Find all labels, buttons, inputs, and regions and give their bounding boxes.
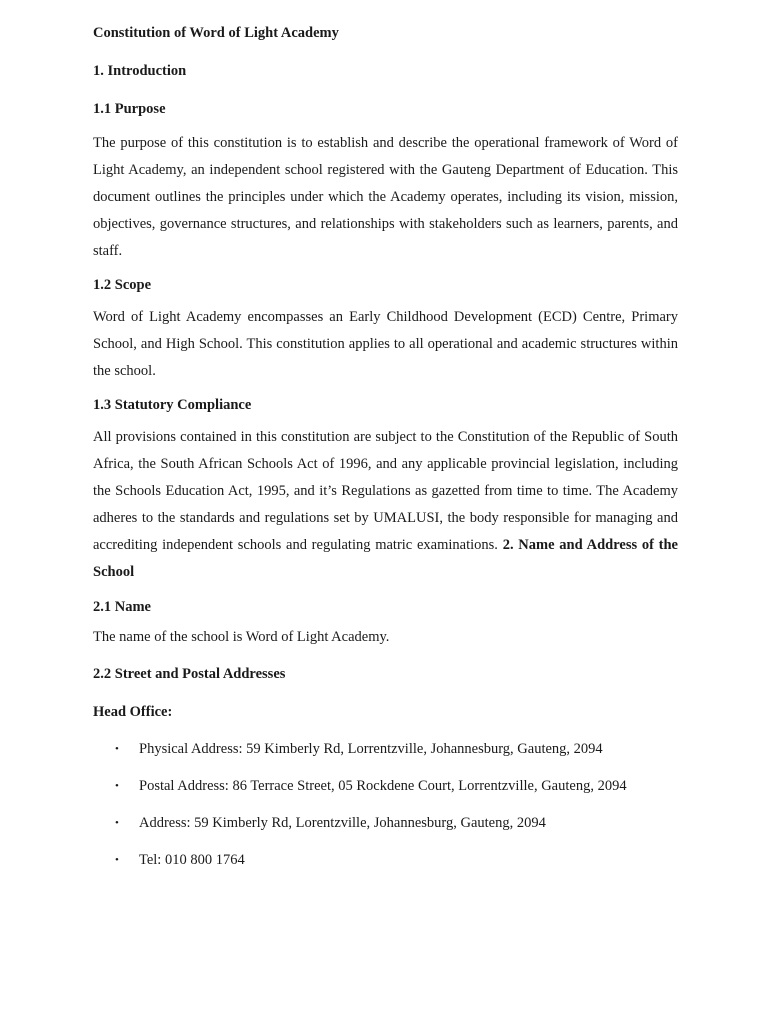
section-2-1-paragraph: The name of the school is Word of Light Academy. bbox=[93, 629, 390, 645]
address: Address: 59 Kimberly Rd, Lorentzville, Johannesburg, Gauteng, 2094 bbox=[139, 815, 546, 831]
section-1-3-heading: 1.3 Statutory Compliance bbox=[93, 397, 252, 413]
section-2-1-heading: 2.1 Name bbox=[93, 599, 151, 615]
list-item bbox=[93, 739, 678, 759]
section-1-2-paragraph: Word of Light Academy encompasses an Early Childhood Development (ECD) Centre, Primary School, and High School. This constitution applies to all operational and academic structures within the school. bbox=[93, 309, 678, 379]
list-item bbox=[93, 776, 678, 796]
address-list bbox=[93, 739, 678, 870]
section-2-2-heading: 2.2 Street and Postal Addresses bbox=[93, 666, 286, 682]
list-item bbox=[93, 850, 678, 870]
section-1-3-text: All provisions contained in this constitution are subject to the Constitution of the Republic of South Africa, the South African Schools Act of 1996, and any applicable provincial legislation, including the Schools Education Act, 1995, and it’s Regulations as gazetted from time to time. The Academy adheres to the standards and regulations set by UMALUSI, the body responsible for managing and accrediting independent schools and regulating matric examinations. bbox=[93, 429, 678, 553]
section-1-2-heading: 1.2 Scope bbox=[93, 277, 151, 293]
telephone: Tel: 010 800 1764 bbox=[139, 852, 245, 868]
section-1-1-heading: 1.1 Purpose bbox=[93, 101, 166, 117]
physical-address: Physical Address: 59 Kimberly Rd, Lorrentzville, Johannesburg, Gauteng, 2094 bbox=[139, 741, 603, 757]
list-item bbox=[93, 813, 678, 833]
bullet-icon: • bbox=[115, 743, 119, 755]
section-1-1-paragraph: The purpose of this constitution is to establish and describe the operational framework of Word of Light Academy, an independent school registered with the Gauteng Department of Education. This document outlines the principles under which the Academy operates, including its vision, mission, objectives, governance structures, and relationships with stakeholders such as learners, parents, and staff. bbox=[93, 135, 678, 259]
section-1-3-paragraph bbox=[93, 424, 678, 586]
document-title: Constitution of Word of Light Academy bbox=[93, 25, 339, 41]
bullet-icon: • bbox=[115, 854, 119, 866]
document-page bbox=[93, 20, 678, 870]
postal-address: Postal Address: 86 Terrace Street, 05 Rockdene Court, Lorrentzville, Gauteng, 2094 bbox=[139, 778, 627, 794]
head-office-label: Head Office: bbox=[93, 704, 173, 720]
section-2-heading: 2. Name and Address of the School bbox=[93, 537, 678, 580]
bullet-icon: • bbox=[115, 780, 119, 792]
section-1-heading: 1. Introduction bbox=[93, 63, 187, 79]
bullet-icon: • bbox=[115, 817, 119, 829]
